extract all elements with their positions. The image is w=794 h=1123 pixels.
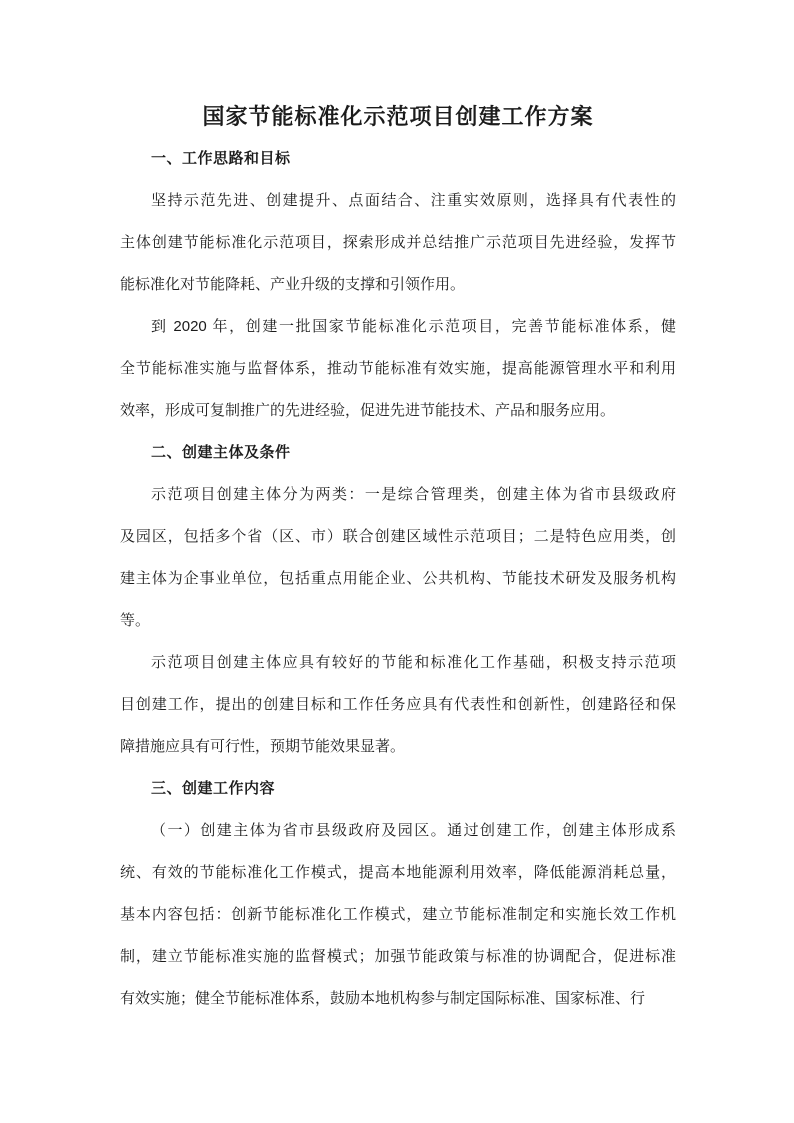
section-heading: 二、创建主体及条件 (151, 444, 291, 461)
paragraph-line: 主体创建节能标准化示范项目，探索形成并总结推广示范项目先进经验，发挥节 (120, 234, 676, 251)
paragraph-line: 有效实施；健全节能标准体系，鼓励本地机构参与制定国际标准、国家标准、行 (120, 990, 646, 1007)
document-title: 国家节能标准化示范项目创建工作方案 (202, 104, 594, 129)
paragraph-line: 坚持示范先进、创建提升、点面结合、注重实效原则，选择具有代表性的 (151, 192, 676, 209)
paragraph-line: 到 2020 年，创建一批国家节能标准化示范项目，完善节能标准体系，健 (151, 318, 676, 335)
paragraph-line: 示范项目创建主体分为两类：一是综合管理类，创建主体为省市县级政府 (151, 486, 676, 503)
paragraph-line: 等。 (120, 612, 151, 629)
paragraph-line: 能标准化对节能降耗、产业升级的支撑和引领作用。 (120, 276, 466, 293)
paragraph-line: 示范项目创建主体应具有较好的节能和标准化工作基础，积极支持示范项 (151, 654, 676, 671)
paragraph-line: 全节能标准实施与监督体系，推动节能标准有效实施，提高能源管理水平和利用 (120, 360, 676, 377)
section-heading: 一、工作思路和目标 (151, 150, 291, 167)
paragraph-line: （一）创建主体为省市县级政府及园区。通过创建工作，创建主体形成系 (151, 822, 676, 839)
paragraph-line: 统、有效的节能标准化工作模式，提高本地能源利用效率，降低能源消耗总量， (120, 864, 676, 881)
paragraph-line: 目创建工作，提出的创建目标和工作任务应具有代表性和创新性，创建路径和保 (120, 696, 676, 713)
section-heading: 三、创建工作内容 (151, 780, 276, 797)
paragraph-line: 建主体为企事业单位，包括重点用能企业、公共机构、节能技术研发及服务机构 (120, 570, 676, 587)
paragraph-line: 基本内容包括：创新节能标准化工作模式，建立节能标准制定和实施长效工作机 (120, 906, 676, 923)
paragraph-line: 及园区，包括多个省（区、市）联合创建区域性示范项目；二是特色应用类，创 (120, 528, 676, 545)
paragraph-line: 制，建立节能标准实施的监督模式；加强节能政策与标准的协调配合，促进标准 (120, 948, 676, 965)
paragraph-line: 障措施应具有可行性，预期节能效果显著。 (120, 738, 406, 755)
paragraph-line: 效率，形成可复制推广的先进经验，促进先进节能技术、产品和服务应用。 (120, 402, 616, 419)
document-body (0, 138, 794, 1020)
